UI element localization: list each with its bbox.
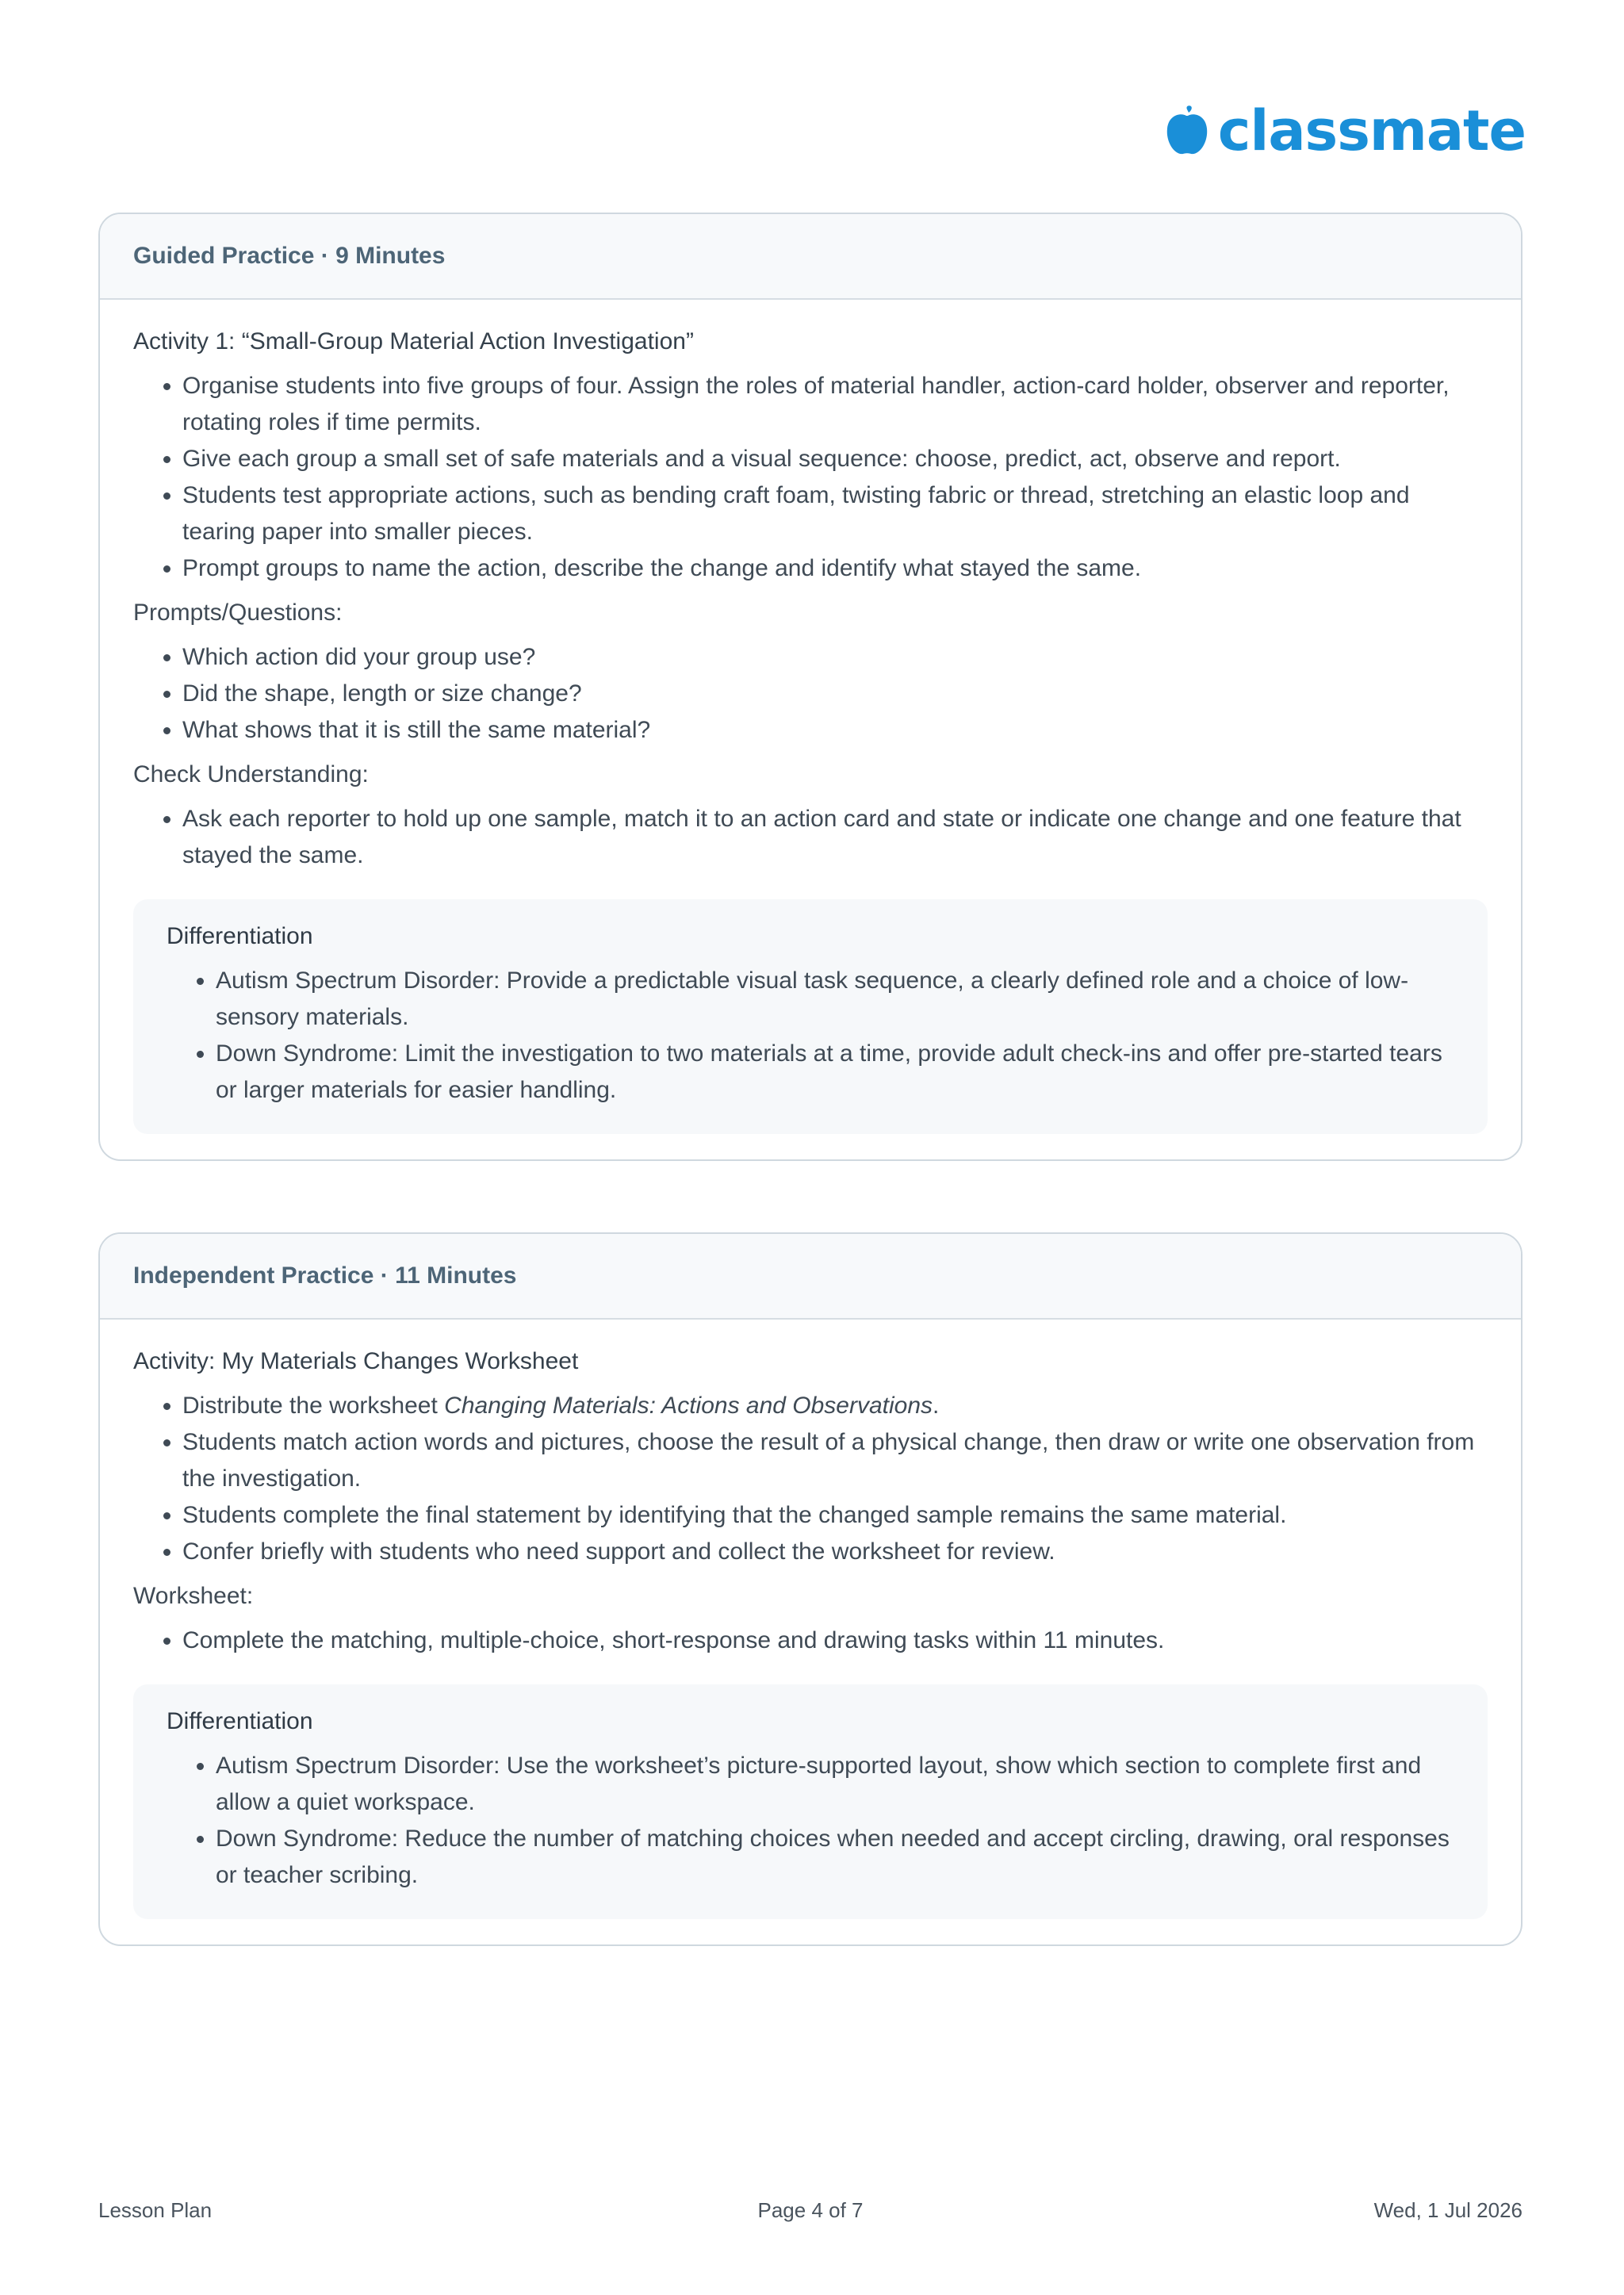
list-item: • Students complete the final statement by identifying that the changed sample remains the same material. [182, 1497, 1488, 1534]
list-item [182, 1388, 1488, 1424]
prompts-list [133, 639, 1488, 749]
differentiation-list [167, 963, 1454, 1109]
list-item: • Autism Spectrum Disorder: Provide a predictable visual task sequence, a clearly defined role and a choice of low-sensory materials. [216, 963, 1454, 1036]
footer-date: Wed, 1 Jul 2026 [1373, 2198, 1523, 2222]
list-item: • Give each group a small set of safe materials and a visual sequence: choose, predict, act, observe and report. [182, 441, 1488, 477]
activity-title: Activity 1: “Small-Group Material Action Investigation” [133, 328, 694, 354]
list-item: • Autism Spectrum Disorder: Use the worksheet’s picture-supported layout, show which section to complete first and allow a quiet workspace. [216, 1748, 1454, 1821]
guided-practice-card [98, 213, 1522, 1161]
brand-name: classmate [1217, 98, 1526, 163]
worksheet-list [133, 1623, 1488, 1659]
differentiation-list [167, 1748, 1454, 1894]
card-header: Guided Practice · 9 Minutes [100, 214, 1521, 300]
list-item: • Ask each reporter to hold up one sample, match it to an action card and state or indicate one change and one feature that stayed the same. [182, 801, 1488, 874]
list-item: • What shows that it is still the same material? [182, 712, 1488, 749]
text-prefix: Distribute the worksheet [182, 1393, 445, 1419]
card-header: Independent Practice · 11 Minutes [100, 1234, 1521, 1320]
list-item: • Complete the matching, multiple-choice, short-response and drawing tasks within 11 minutes. [182, 1623, 1488, 1659]
prompts-label: Prompts/Questions: [133, 600, 343, 626]
list-item: • Down Syndrome: Limit the investigation to two materials at a time, provide adult check-ins and offer pre-started tears or larger materials for easier handling. [216, 1036, 1454, 1109]
activity-steps-list [133, 368, 1488, 587]
list-item: • Students test appropriate actions, such as bending craft foam, twisting fabric or thread, stretching an elastic loop and tearing paper into smaller pieces. [182, 477, 1488, 550]
differentiation-box [133, 899, 1488, 1134]
apple-icon [1164, 105, 1210, 157]
list-item: • Did the shape, length or size change? [182, 676, 1488, 712]
brand-logo [1164, 98, 1526, 163]
activity-title: Activity: My Materials Changes Worksheet [133, 1348, 579, 1374]
worksheet-title: Changing Materials: Actions and Observations [444, 1393, 933, 1419]
list-item: • Organise students into five groups of four. Assign the roles of material handler, action-card holder, observer and reporter, rotating roles if time permits. [182, 368, 1488, 441]
text-suffix: . [933, 1393, 940, 1419]
list-item: • Down Syndrome: Reduce the number of matching choices when needed and accept circling, drawing, oral responses or teacher scribing. [216, 1821, 1454, 1894]
list-item: • Prompt groups to name the action, describe the change and identify what stayed the same. [182, 550, 1488, 587]
independent-practice-card [98, 1232, 1522, 1946]
footer-document-type: Lesson Plan [98, 2198, 213, 2222]
differentiation-title: Differentiation [167, 923, 313, 949]
card-body [100, 300, 1521, 1159]
card-body [100, 1320, 1521, 1944]
footer-page-number: Page 4 of 7 [757, 2198, 864, 2222]
list-item: • Confer briefly with students who need support and collect the worksheet for review. [182, 1534, 1488, 1570]
list-item: • Which action did your group use? [182, 639, 1488, 676]
list-item: • Students match action words and pictures, choose the result of a physical change, then draw or write one observation from the investigation. [182, 1424, 1488, 1497]
differentiation-box [133, 1684, 1488, 1919]
check-understanding-label: Check Understanding: [133, 761, 369, 787]
differentiation-title: Differentiation [167, 1708, 313, 1734]
worksheet-label: Worksheet: [133, 1583, 254, 1609]
page-footer [98, 2198, 1522, 2223]
check-understanding-list [133, 801, 1488, 874]
activity-steps-list [133, 1388, 1488, 1570]
